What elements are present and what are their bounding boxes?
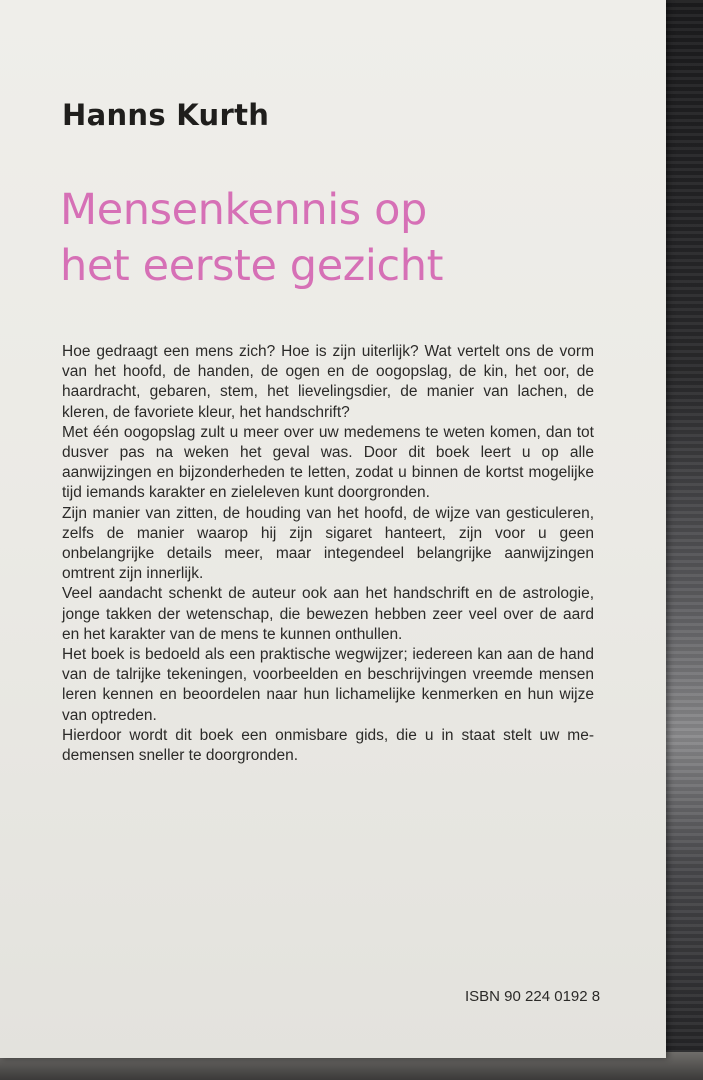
blurb-paragraph: Hoe gedraagt een mens zich? Hoe is zijn uiterlijk? Wat vertelt ons de vorm van het hoofd, de handen, de ogen en de oogopslag, de kin, het oor, de haardracht, gebaren, stem, het lievelingsdier, de manier van lachen, de kleren, de favoriete kleur, het handschrift? [62, 343, 594, 421]
book-title [60, 182, 443, 294]
title-line: het eerste gezicht [60, 241, 444, 291]
isbn-number: ISBN 90 224 0192 8 [465, 988, 601, 1005]
blurb-paragraph: Met één oogopslag zult u meer over uw medemens te weten komen, dan tot dusver pas na weken het geval was. Door dit boek leert u op alle aanwijzingen en bijzonderheden te letten, zodat u binnen de kortst mogelijke tijd iemands karakter en zieleleven kunt doorgronden. [62, 423, 594, 502]
blurb-paragraph: Veel aandacht schenkt de auteur ook aan het handschrift en de astrologie, jonge takken der wetenschap, die bewezen hebben zeer veel over de aard en het karakter van de mens te kunnen onthullen. [62, 585, 594, 643]
blurb-paragraph: Zijn manier van zitten, de houding van het hoofd, de wijze van gesticuleren, zelfs de manier waarop hij zijn sigaret hanteert, zijn voor u geen onbelangrijke details meer, maar integendeel belangrijke aanwijzingen omtrent zijn innerlijk. [62, 504, 594, 583]
blurb-text [62, 342, 594, 766]
title-line: Mensenkennis op [60, 185, 427, 235]
blurb-paragraph: Het boek is bedoeld als een praktische wegwijzer; iedereen kan aan de hand van de talrijke tekeningen, voorbeelden en beschrijvingen vreemde mensen leren kennen en beoordelen naar hun lichamelijke kenmerken en hun wijze van optreden. [62, 646, 594, 724]
author-name: Hanns Kurth [62, 98, 270, 132]
blurb-paragraph: Hierdoor wordt dit boek een onmisbare gids, die u in staat stelt uw medemensen sneller te doorgronden. [62, 726, 594, 765]
book-spine-shadow [662, 0, 703, 1080]
